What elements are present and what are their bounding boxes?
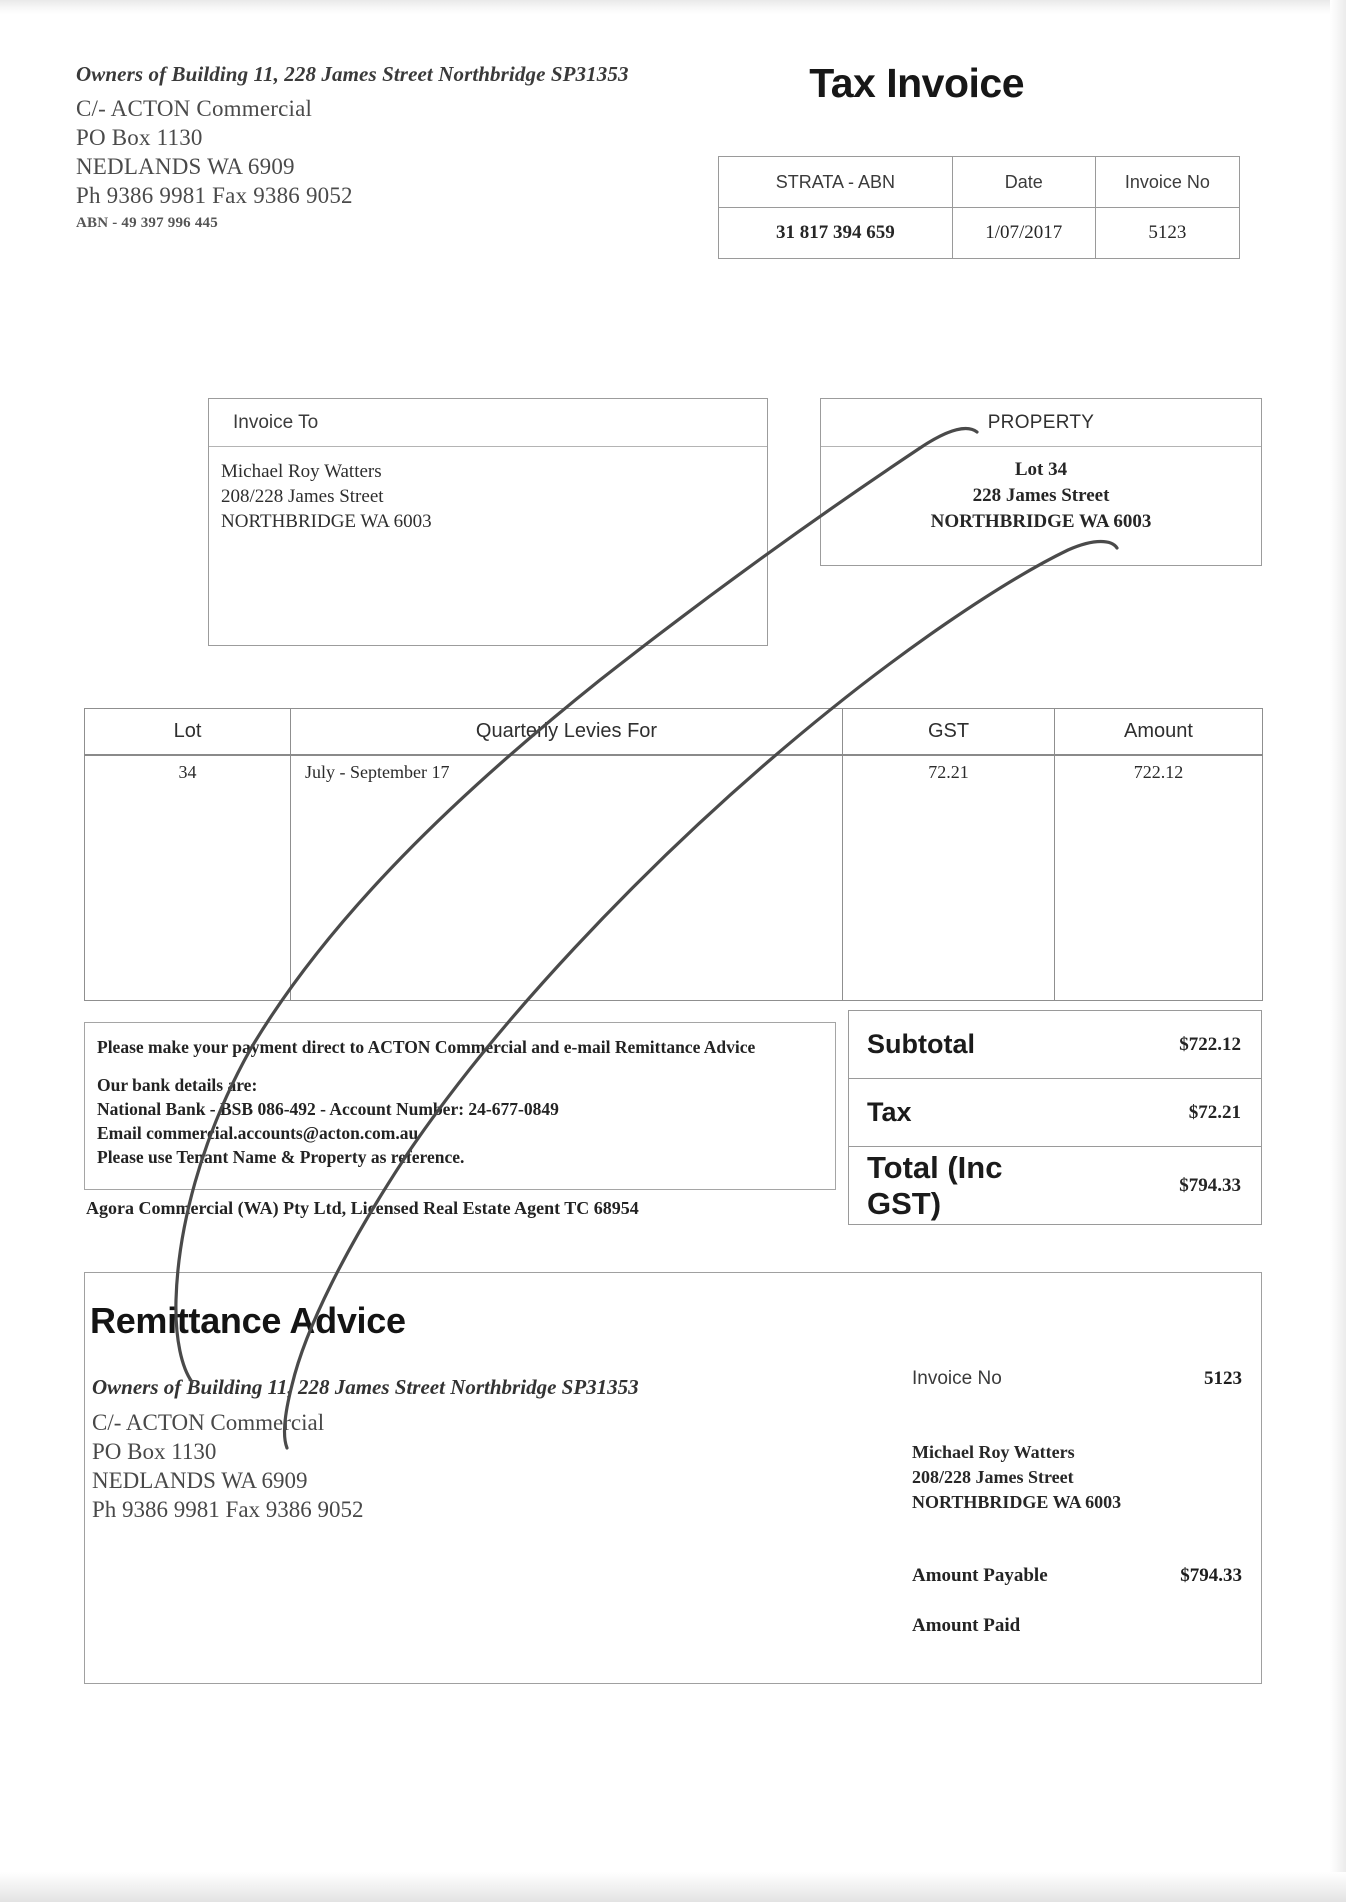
invoice-to-body xyxy=(209,447,767,534)
remittance-payer-name: Michael Roy Watters xyxy=(912,1442,1075,1462)
total-row xyxy=(849,1147,1262,1225)
remittance-payer-address-1: 208/228 James Street xyxy=(912,1467,1074,1487)
payment-note-line-4: Email commercial.accounts@acton.com.au xyxy=(97,1123,419,1143)
payment-instructions-box xyxy=(84,1022,836,1190)
sender-owners-line: Owners of Building 11, 228 James Street Northbridge SP31353 xyxy=(76,62,629,86)
invoice-no-header: Invoice No xyxy=(1095,157,1239,208)
amount-paid-label: Amount Paid xyxy=(912,1615,1021,1636)
strata-abn-value: 31 817 394 659 xyxy=(719,208,953,259)
invoice-to-address-1: 208/228 James Street xyxy=(221,486,384,507)
page-title: Tax Invoice xyxy=(809,60,1024,106)
remittance-suburb: NEDLANDS WA 6909 xyxy=(92,1468,308,1493)
remittance-owners-line: Owners of Building 11, 228 James Street Northbridge SP31353 xyxy=(92,1375,639,1399)
amount-payable-value: $794.33 xyxy=(1180,1565,1242,1586)
levies-cell-amount: 722.12 xyxy=(1055,755,1263,797)
invoice-to-name: Michael Roy Watters xyxy=(221,461,382,482)
payment-note-line-5: Please use Tenant Name & Property as reference. xyxy=(97,1147,465,1167)
property-address-2: NORTHBRIDGE WA 6003 xyxy=(930,511,1152,532)
subtotal-label: Subtotal xyxy=(849,1011,1056,1079)
remittance-care-of: C/- ACTON Commercial xyxy=(92,1410,325,1435)
invoice-to-box xyxy=(208,398,768,646)
scan-edge-top xyxy=(0,0,1346,14)
payment-note-line-3: National Bank - BSB 086-492 - Account Number: 24-677-0849 xyxy=(97,1099,559,1119)
levies-cell-description: July - September 17 xyxy=(291,755,843,797)
filler-cell-amount xyxy=(1055,797,1263,1001)
levies-header-lot: Lot xyxy=(85,709,291,755)
sender-care-of: C/- ACTON Commercial xyxy=(76,96,313,121)
remittance-invoice-no-label: Invoice No xyxy=(912,1368,1002,1389)
invoice-to-heading: Invoice To xyxy=(209,399,767,447)
sender-address-block xyxy=(76,62,696,232)
property-body xyxy=(821,447,1261,535)
tax-row xyxy=(849,1079,1262,1147)
totals-table xyxy=(848,1010,1262,1225)
sender-abn: ABN - 49 397 996 445 xyxy=(76,215,218,231)
subtotal-value: $722.12 xyxy=(1055,1011,1262,1079)
tax-value: $72.21 xyxy=(1055,1079,1262,1147)
remittance-invoice-no-block xyxy=(912,1368,1242,1390)
amount-paid-row xyxy=(912,1615,1242,1637)
payment-note-line-1: Please make your payment direct to ACTON Commercial and e-mail Remittance Advice xyxy=(97,1037,756,1057)
scan-edge-right xyxy=(1330,0,1346,1902)
remittance-phone-fax: Ph 9386 9981 Fax 9386 9052 xyxy=(92,1497,364,1522)
remittance-invoice-no-value: 5123 xyxy=(1204,1368,1242,1389)
property-address-1: 228 James Street xyxy=(972,485,1110,506)
tax-label: Tax xyxy=(849,1079,1056,1147)
remittance-title: Remittance Advice xyxy=(90,1300,406,1341)
filler-cell-gst xyxy=(843,797,1055,1001)
levies-cell-gst: 72.21 xyxy=(843,755,1055,797)
total-value: $794.33 xyxy=(1055,1147,1262,1225)
date-header: Date xyxy=(952,157,1095,208)
table-header-row xyxy=(85,709,1263,755)
licence-line: Agora Commercial (WA) Pty Ltd, Licensed Real Estate Agent TC 68954 xyxy=(86,1198,639,1218)
levies-cell-lot: 34 xyxy=(85,755,291,797)
invoice-no-value: 5123 xyxy=(1095,208,1239,259)
filler-cell-description xyxy=(291,797,843,1001)
remittance-payment-block xyxy=(912,1565,1242,1665)
date-value: 1/07/2017 xyxy=(952,208,1095,259)
remittance-payer-address xyxy=(912,1440,1121,1515)
table-filler-row xyxy=(85,797,1263,1001)
invoice-to-address-2: NORTHBRIDGE WA 6003 xyxy=(221,511,432,532)
levies-header-description: Quarterly Levies For xyxy=(291,709,843,755)
filler-cell-lot xyxy=(85,797,291,1001)
table-row xyxy=(85,755,1263,797)
remittance-payer-address-2: NORTHBRIDGE WA 6003 xyxy=(912,1492,1122,1512)
property-heading: PROPERTY xyxy=(821,399,1261,447)
remittance-invoice-no-row xyxy=(912,1368,1242,1390)
subtotal-row xyxy=(849,1011,1262,1079)
sender-phone-fax: Ph 9386 9981 Fax 9386 9052 xyxy=(76,183,353,208)
table-row xyxy=(719,157,1240,208)
strata-summary-table xyxy=(718,156,1240,259)
property-box xyxy=(820,398,1262,566)
levies-table xyxy=(84,708,1263,1001)
amount-payable-label: Amount Payable xyxy=(912,1565,1048,1586)
sender-suburb: NEDLANDS WA 6909 xyxy=(76,154,295,179)
levies-header-gst: GST xyxy=(843,709,1055,755)
strata-abn-header: STRATA - ABN xyxy=(719,157,953,208)
table-row xyxy=(719,208,1240,259)
levies-header-amount: Amount xyxy=(1055,709,1263,755)
amount-payable-row xyxy=(912,1565,1242,1587)
remittance-sender-block xyxy=(92,1375,792,1524)
property-lot: Lot 34 xyxy=(1014,459,1068,480)
payment-note-spacer xyxy=(97,1059,825,1073)
payment-note-line-2: Our bank details are: xyxy=(97,1075,258,1095)
remittance-po-box: PO Box 1130 xyxy=(92,1439,217,1464)
total-label: Total (Inc GST) xyxy=(849,1147,1056,1225)
sender-po-box: PO Box 1130 xyxy=(76,125,203,150)
scan-edge-bottom xyxy=(0,1872,1346,1902)
